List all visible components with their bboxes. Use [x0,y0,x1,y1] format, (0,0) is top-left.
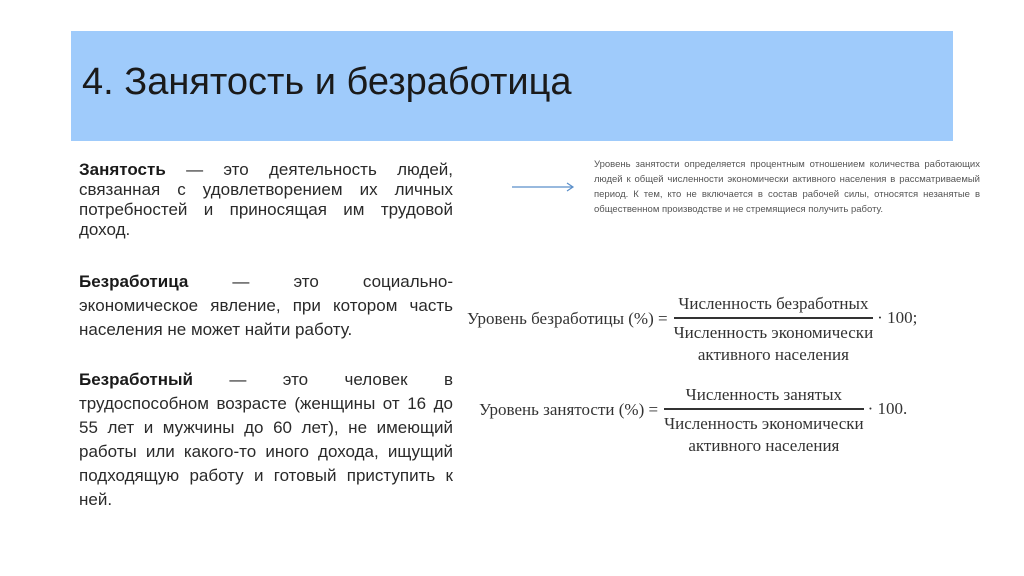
formula-denominator-line2: активного населения [697,344,849,364]
formula-fraction [664,385,864,457]
formula-denominator [664,410,864,457]
formula-denominator [674,319,874,366]
page-title: 4. Занятость и безработица [82,61,572,103]
arrow-right-icon [512,181,578,193]
title-bar [71,31,953,141]
formula-multiplier: · 100. [867,398,908,418]
definition-unemployment-text: — это социально-экономическое явление, при котором часть населения не может найти работу. [79,272,453,339]
formula-numerator: Численность безработных [678,294,869,313]
formula-denominator-line1: Численность экономически [673,322,874,342]
term-employment: Занятость [79,160,166,179]
formula-lhs: Уровень безработицы (%) = [467,308,668,328]
definitions-block [79,160,453,512]
definition-unemployed-text: — это человек в трудоспособном возрасте (женщины от 16 до 55 лет и мужчины до 60 лет), не имеющий работы или какого-то иного дохода, ищущий подходящую работу и готовый приступить к ней. [79,370,453,509]
employment-rate-formula [479,363,907,457]
definition-employment [79,160,453,240]
employment-rate-note: Уровень занятости определяется процентным отношением количества работающих людей к общей численности экономически активного населения в рассматриваемый период. К тем, кто не включается в состав рабочей силы, относятся незанятые в общественном производстве и не стремящиеся получить работу. [594,159,980,215]
formula-multiplier: · 100; [877,307,918,327]
formula-lhs: Уровень занятости (%) = [479,399,659,419]
formula-denominator-line2: активного населения [688,435,840,455]
formula-numerator: Численность занятых [685,385,843,404]
formula-fraction [674,294,874,366]
definition-unemployed [79,368,453,512]
term-unemployment: Безработица [79,272,189,291]
term-unemployed: Безработный [79,370,193,389]
unemployment-rate-formula [467,272,917,366]
definition-unemployment [79,270,453,342]
formula-denominator-line1: Численность экономически [664,413,864,433]
definition-employment-text: — это деятельность людей, связанная с удовлетворением их личных потребностей и приносящая им трудовой доход. [79,160,453,239]
